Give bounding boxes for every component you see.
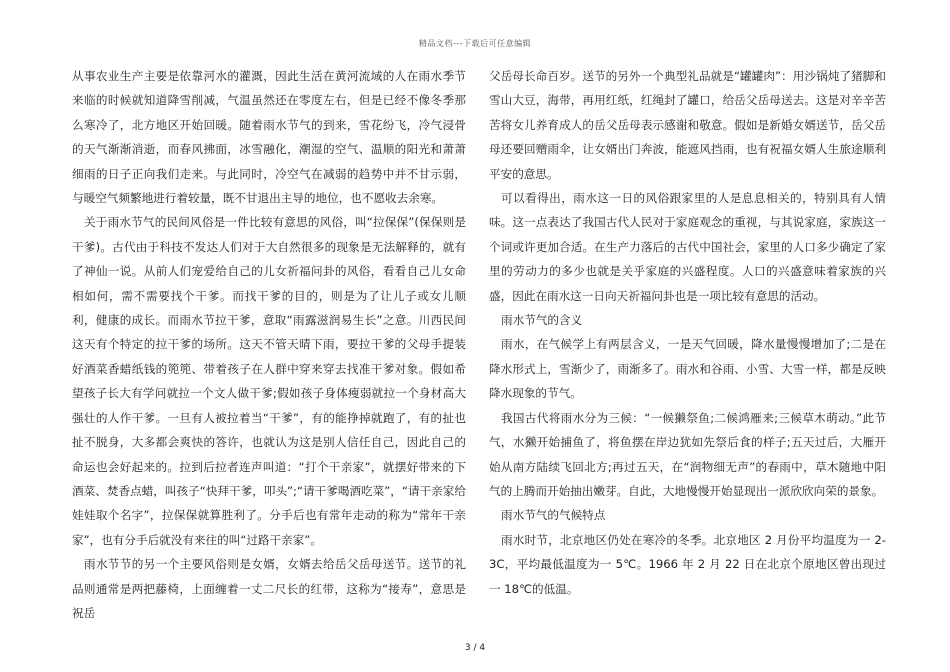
right-text-column (489, 64, 886, 601)
paragraph: 雨水时节，北京地区仍处在寒冷的冬季。北京地区 2 月份平均温度为一 2-3C，平均最低温度为一 5℃。1966 年 2 月 22 日在北京个原地区曾出现过一 18℃的低温。 (489, 532, 886, 596)
paragraph: 我国古代将雨水分为三候：“一候獭祭鱼;二候鸿雁来;三候草木萌动。”此节气，水獭开始捕鱼了，将鱼摆在岸边犹如先祭后食的样子;五天过后，大雁开始从南方陆续飞回北方;再过五天，在“润物细无声”的春雨中，草木随地中阳气的上腾而开始抽出嫩芽。自此，大地慢慢开始显现出一派欣欣向荣的景象。 (489, 410, 886, 498)
paragraph: 可以看得出，雨水这一日的风俗跟家里的人是息息相关的，特别具有人情味。这一点表达了我国古代人民对于家庭观念的重视，与其说家庭，家族这一个词或许更加合适。在生产力落后的古代中国社会，家里的人口多少确定了家里的劳动力的多少也就是关乎家庭的兴盛程度。人口的兴盛意味着家族的兴盛，因此在雨水这一日向天祈福问卦也是一项比较有意思的活动。 (489, 191, 886, 303)
section-heading: 雨水节气的含义 (501, 313, 583, 328)
paragraph: 从事农业生产主要是依靠河水的灌溉，因此生活在黄河流域的人在雨水季节来临的时候就知道降雪削减，气温虽然还在零度左右，但是已经不像冬季那么寒冷了，北方地区开始回暖。随着雨水节气的到来，雪花纷飞，冷气浸骨的天气渐渐消逝，而春风拂面，冰雪融化，潮湿的空气、温顺的阳光和萧萧细雨的日子正向我们走来。与此同时，冷空气在减弱的趋势中并不甘示弱，与暖空气频繁地进行着较量，既不甘退出主导的地位，也不愿收去余寒。 (72, 69, 466, 206)
paragraph: 雨水，在气候学上有两层含义，一是天气回暖，降水量慢慢增加了;二是在降水形式上，雪渐少了，雨渐多了。雨水和谷雨、小雪、大雪一样，都是反映降水现象的节气。 (489, 337, 886, 401)
left-text-column (72, 64, 466, 625)
paragraph: 关于雨水节气的民间风俗是一件比较有意思的风俗，叫“拉保保”(保保则是干爹)。古代由于科技不发达人们对于大自然很多的现象是无法解释的，就有了神仙一说。从前人们宠爱给自己的儿女祈福问卦的风俗，看看自己儿女命相如何，需不需要找个干爹。而找干爹的目的，则是为了让儿子或女儿顺利，健康的成长。而雨水节拉干爹，意取“雨露滋润易生长”之意。川西民间这天有个特定的拉干爹的场所。这天不管天晴下雨，要拉干爹的父母手提装好酒菜香蜡纸钱的篼篼、带着孩子在人群中穿来穿去找准干爹对象。假如希望孩子长大有学问就拉一个文人做干爹;假如孩子身体瘦弱就拉一个身材高大强壮的人作干爹。一旦有人被拉着当“干爹”，有的能挣掉就跑了，有的扯也扯不脱身，大多都会爽快的答许，也就认为这是别人信任自己，因此自己的命运也会好起来的。拉到后拉者连声叫道：“打个干亲家”，就摆好带来的下酒菜、焚香点蜡，叫孩子“快拜干爹，叩头”;“请干爹喝酒吃菜”，“请干亲家给娃娃取个名字”，拉保保就算胜利了。分手后也有常年走动的称为“常年干亲家”，也有分手后就没有来往的叫“过路干亲家”。 (72, 215, 466, 547)
paragraph: 雨水节节的另一个主要风俗则是女婿，女婿去给岳父岳母送节。送节的礼品则通常是两把藤椅，上面缠着一丈二尺长的红带，这称为“接寿”，意思是祝岳 (72, 557, 466, 620)
paragraph: 父岳母长命百岁。送节的另外一个典型礼品就是“罐罐肉”：用沙锅炖了猪脚和雪山大豆，海带，再用红纸，红绳封了罐口，给岳父岳母送去。这是对辛辛苦苦将女儿养育成人的岳父岳母表示感谢和敬意。假如是新婚女婿送节，岳父岳母还要回赠雨伞，让女婿出门奔波，能遮风挡雨，也有祝福女婿人生旅途顺利平安的意思。 (489, 69, 886, 181)
section-heading: 雨水节气的气候特点 (501, 508, 606, 523)
page-header: 精品文档---下载后可任意编辑 (418, 39, 532, 48)
page-number: 3 / 4 (464, 643, 486, 653)
